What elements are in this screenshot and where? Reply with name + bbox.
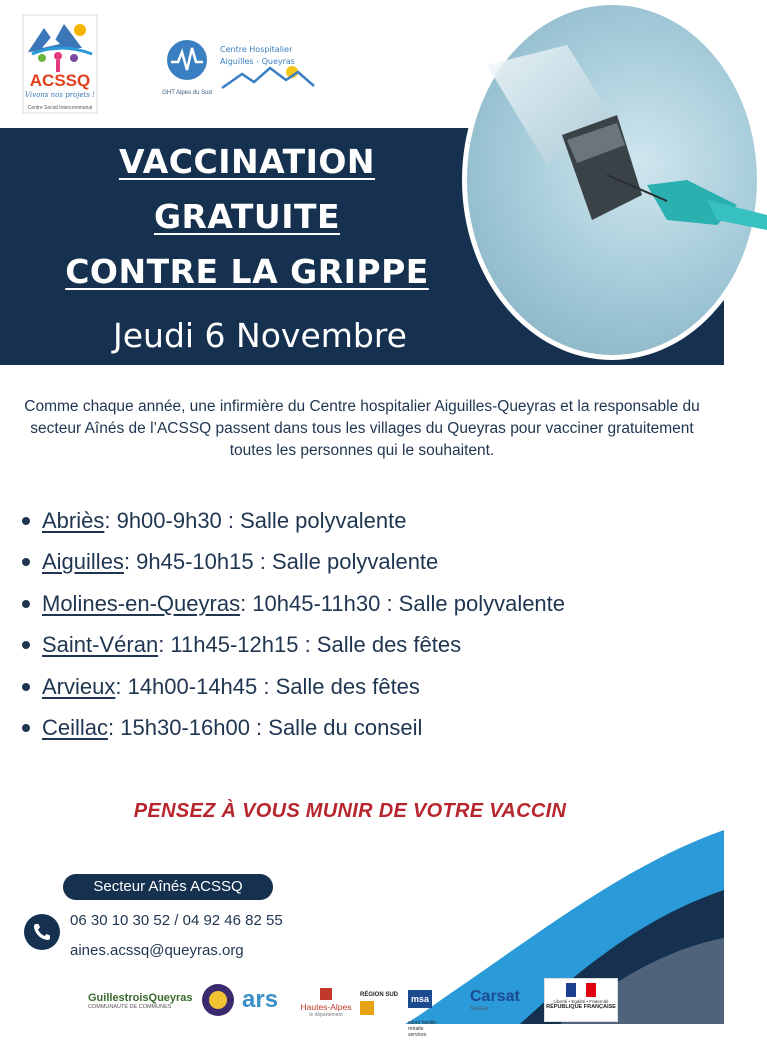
republique-name: RÉPUBLIQUE FRANÇAISE — [546, 1004, 616, 1010]
village-name: Molines-en-Queyras — [42, 590, 241, 616]
reminder-text: PENSEZ À VOUS MUNIR DE VOTRE VACCIN — [133, 800, 567, 822]
hautes-alpes-logo — [296, 978, 356, 1022]
msa-name: msa — [408, 990, 432, 1008]
description-text: Comme chaque année, une infirmière du Centre hospitalier Aiguilles-Queyras et la responsable du secteur Aînés de l’ACSSQ passent dans tous les villages du Queyras pour vacciner gratuitement toutes les personnes qui le souhaitent. — [24, 398, 700, 459]
list-item — [22, 500, 722, 542]
list-item — [22, 666, 722, 708]
ght-logo — [163, 38, 211, 98]
village-name: Abriès — [42, 507, 105, 533]
msa-sub: santé famille retraite services — [408, 1020, 437, 1038]
schedule-details: : 11h45-12h15 : Salle des fêtes — [158, 632, 462, 658]
round-emblem-logo — [200, 978, 236, 1022]
ars-name: ars — [242, 986, 279, 1013]
village-name: Saint-Véran — [42, 632, 159, 658]
partner-logos — [88, 978, 618, 1038]
acssq-logo-caption: Centre Social Intercommunal — [27, 105, 93, 111]
guillestrois-name: GuillestroisQueyras — [88, 992, 193, 1004]
village-name: Arvieux — [42, 673, 116, 699]
bullet-icon — [22, 724, 30, 732]
carsat-logo — [470, 978, 540, 1022]
republique-motto: Liberté • Égalité • Fraternité — [553, 999, 609, 1004]
village-name: Ceillac — [42, 715, 109, 741]
acssq-logo-tagline: Vivons nos projets ! — [24, 91, 96, 99]
schedule-details: : 14h00-14h45 : Salle des fêtes — [115, 673, 420, 699]
email-address[interactable]: aines.acssq@queyras.org — [70, 942, 244, 959]
republique-francaise-logo — [544, 978, 618, 1022]
list-item — [22, 542, 722, 584]
bullet-icon — [22, 683, 30, 691]
ch-logo-line1: Centre Hospitalier — [220, 45, 293, 54]
sector-badge: Secteur Aînés ACSSQ — [63, 874, 273, 900]
carsat-name: Carsat — [470, 988, 520, 1005]
ars-logo — [242, 978, 290, 1022]
list-item — [22, 625, 722, 667]
event-date: Jeudi 6 Novembre — [113, 316, 407, 355]
bullet-icon — [22, 517, 30, 525]
hautes-alpes-sub: le département — [309, 1012, 343, 1018]
guillestrois-sub: COMMUNAUTÉ DE COMMUNES — [88, 1004, 172, 1010]
schedule-details: : 10h45-11h30 : Salle polyvalente — [240, 590, 566, 616]
village-name: Aiguilles — [42, 549, 124, 575]
bullet-icon — [22, 558, 30, 566]
schedule-list — [22, 500, 722, 749]
phone-numbers[interactable]: 06 30 10 30 52 / 04 92 46 82 55 — [70, 912, 283, 929]
list-item — [22, 708, 722, 750]
schedule-details: : 15h30-16h00 : Salle du conseil — [108, 715, 423, 741]
hautes-alpes-name: Hautes-Alpes — [300, 1002, 352, 1012]
title-line-3: CONTRE LA GRIPPE — [65, 252, 429, 291]
carsat-sub: Sud-Est — [470, 1006, 488, 1012]
title-line-1: VACCINATION — [118, 142, 376, 181]
guillestrois-logo — [88, 978, 198, 1022]
bullet-icon — [22, 641, 30, 649]
acssq-logo — [22, 14, 98, 114]
region-sud-logo — [360, 978, 404, 1022]
vaccine-photo — [462, 0, 762, 360]
region-sud-name: RÉGION SUD — [360, 992, 399, 998]
ch-logo-line2: Aiguilles - Queyras — [220, 57, 295, 66]
ght-logo-text: GHT Alpes du Sud — [162, 90, 212, 96]
schedule-details: : 9h45-10h15 : Salle polyvalente — [123, 549, 439, 575]
schedule-details: : 9h00-9h30 : Salle polyvalente — [104, 507, 407, 533]
msa-logo — [408, 978, 468, 1038]
list-item — [22, 583, 722, 625]
title-line-2: GRATUITE — [153, 197, 341, 236]
phone-icon — [24, 914, 60, 950]
centre-hospitalier-logo — [220, 44, 320, 94]
bullet-icon — [22, 600, 30, 608]
acssq-logo-name: ACSSQ — [29, 71, 91, 90]
